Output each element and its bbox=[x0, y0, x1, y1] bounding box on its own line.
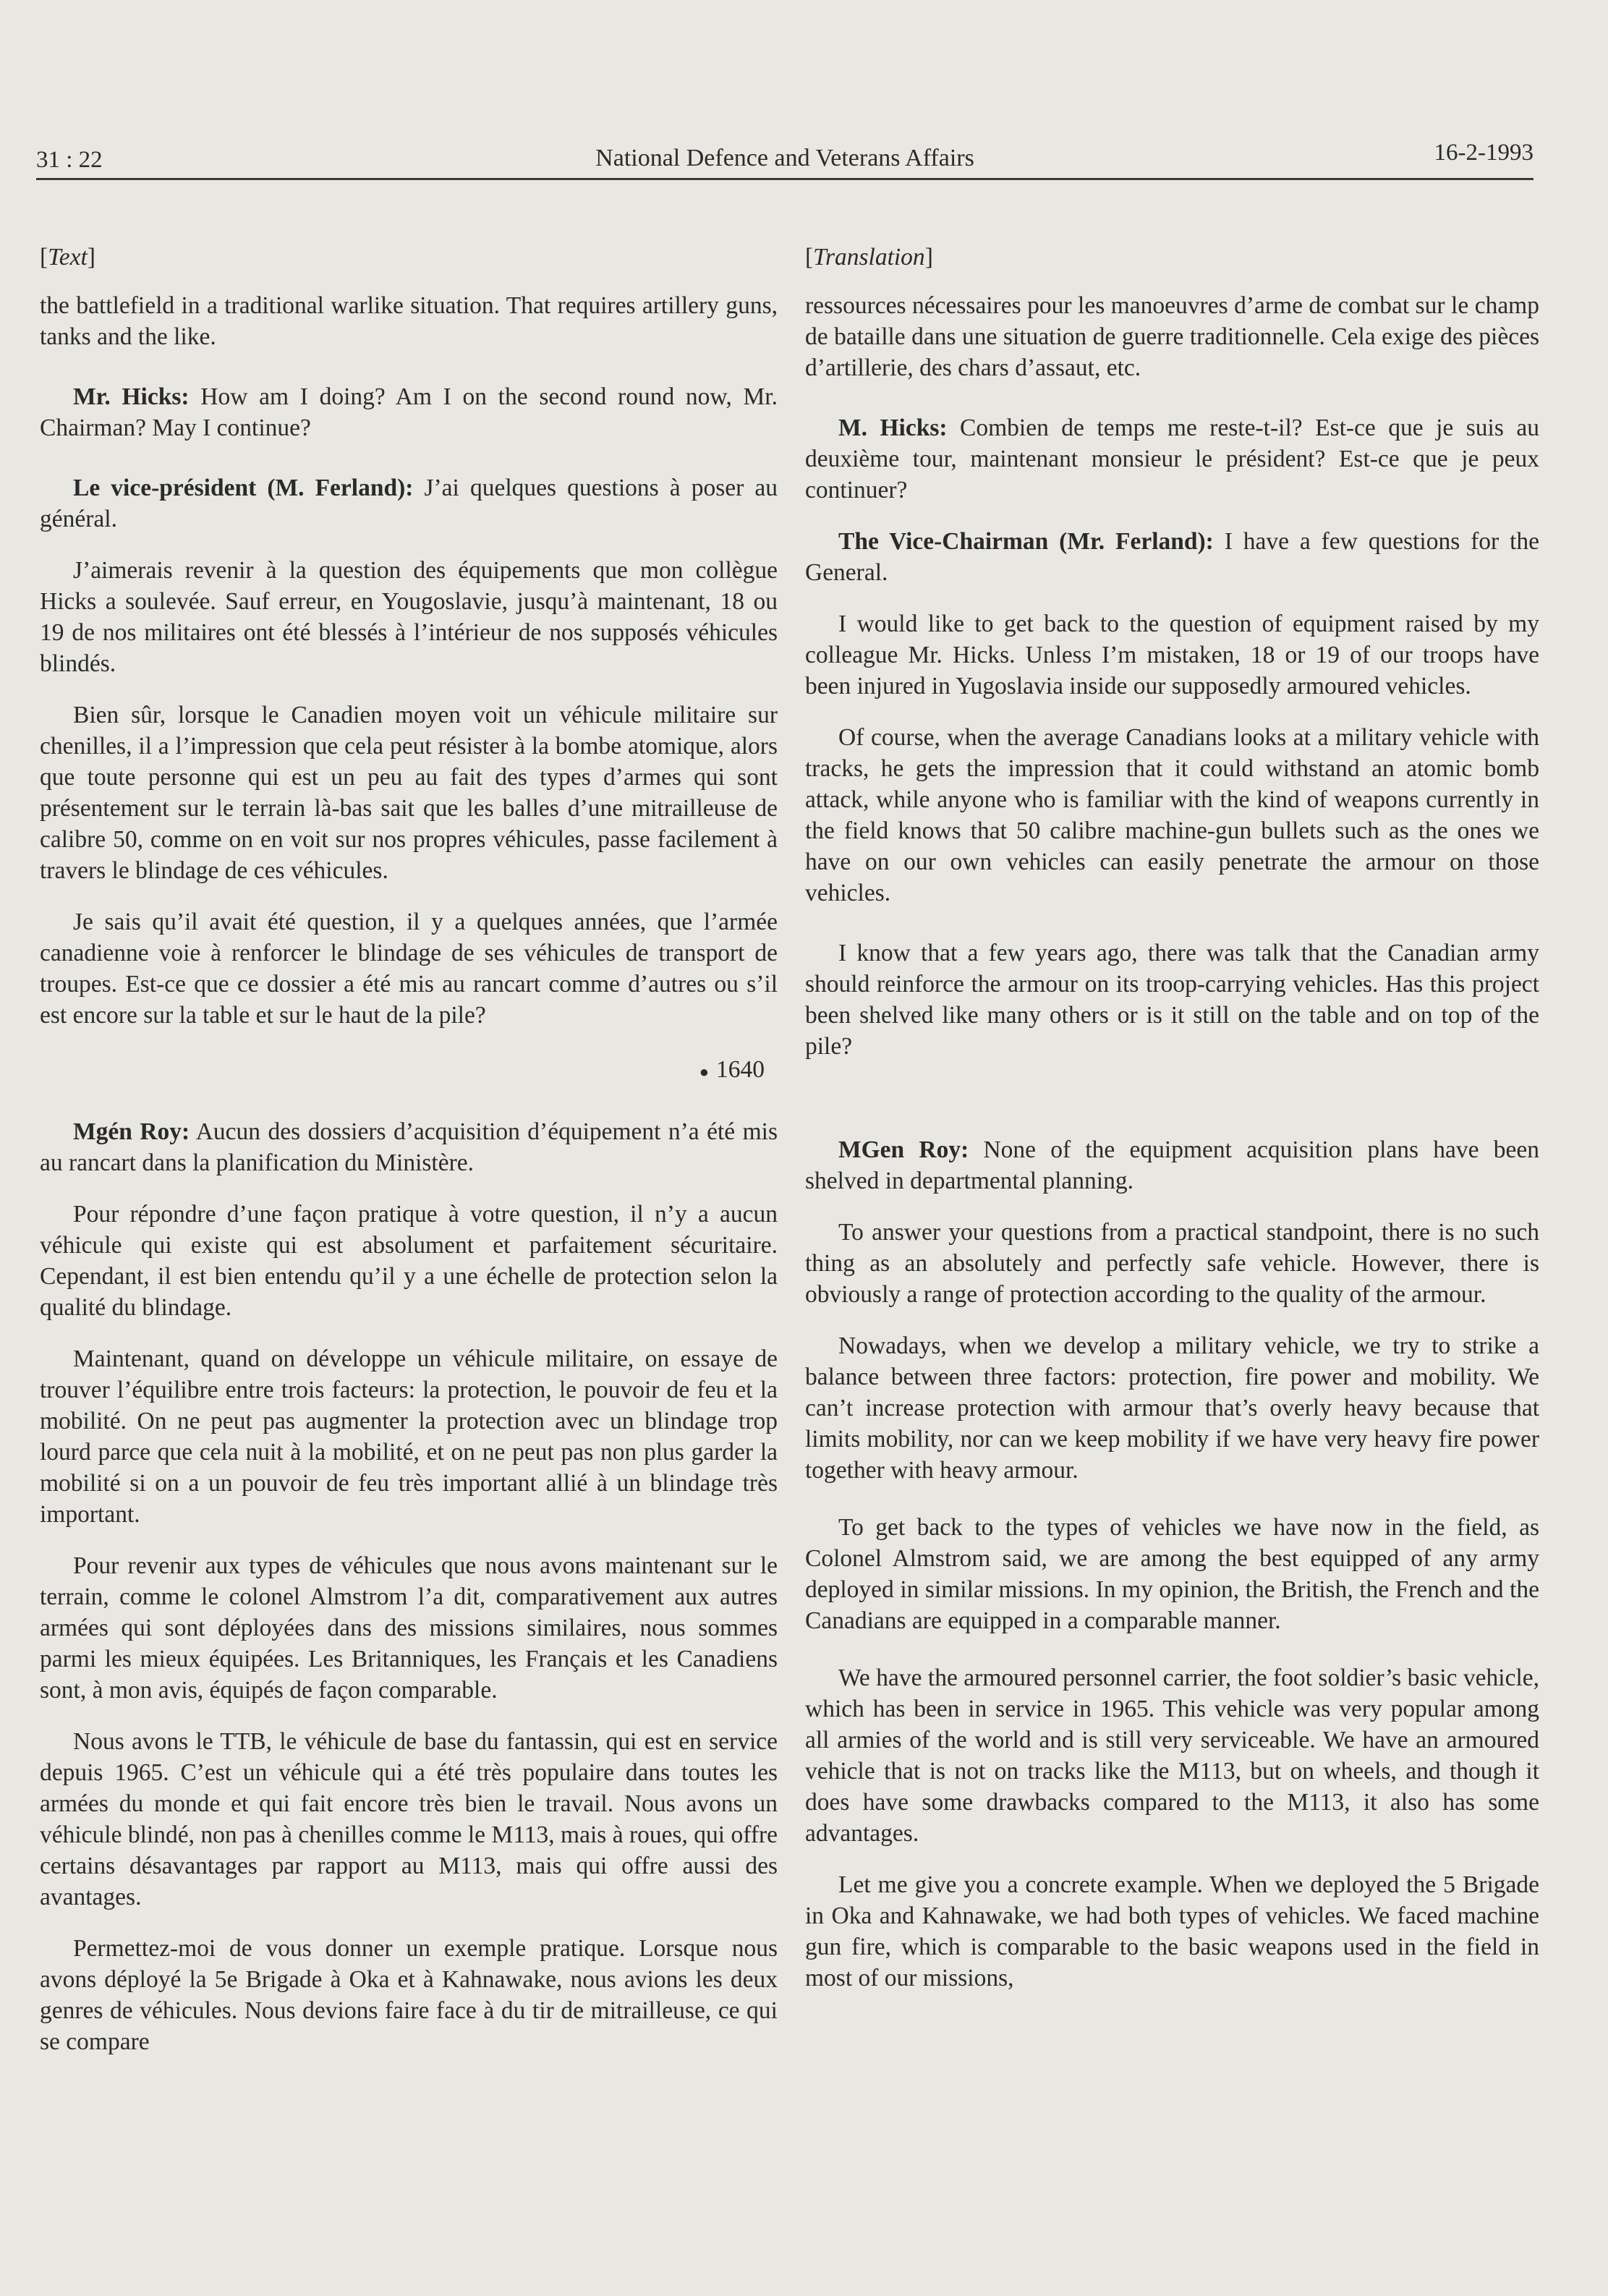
speaker-name: Mgén Roy: bbox=[73, 1118, 190, 1145]
paragraph: Maintenant, quand on développe un véhicule militaire, on essaye de trouver l’équilibre entre trois facteurs: la protection, le pouvoir de feu et la mobilité. On ne peut pas augmenter la protection avec un blindage trop lourd parce que cela nuit à la mobilité, et on ne peut pas non plus garder la mobilité si on a un pouvoir de feu très important allié à un blindage très important. bbox=[40, 1345, 778, 1528]
paragraph: Je sais qu’il avait été question, il y a quelques années, que l’armée canadienne voie à renforcer le blindage de ses véhicules de transport de troupes. Est-ce que ce dossier a été mis au rancart comme d’autres ou s’il est encore sur la table et sur le haut de la pile? bbox=[40, 909, 778, 1029]
paragraph: Pour répondre d’une façon pratique à votre question, il n’y a aucun véhicule qui existe qui est absolument et parfaitement sécuritaire. Cependant, il est bien entendu qu’il y a une échelle de protection selon la qualité du blindage. bbox=[40, 1200, 778, 1321]
time-marker: ● 1640 bbox=[699, 1056, 765, 1083]
paragraph: J’aimerais revenir à la question des équipements que mon collègue Hicks a soulevée. Sauf erreur, en Yougoslavie, jusqu’à maintenant, 18 ou 19 de nos militaires ont été blessés à l’intérieur de nos supposés véhicules blindés. bbox=[40, 557, 778, 677]
paragraph: Nowadays, when we develop a military vehicle, we try to strike a balance between three factors: protection, fire power and mobility. We can’t increase protection with armour that’s overly heavy because that limits mobility, nor can we keep mobility if we have very heavy fire power together with heavy armour. bbox=[805, 1332, 1539, 1484]
publication-title: National Defence and Veterans Affairs bbox=[595, 145, 974, 171]
paragraph: Permettez-moi de vous donner un exemple pratique. Lorsque nous avons déployé la 5e Brigade à Oka et à Kahnawake, nous avions les deux genres de véhicules. Nous devions faire face à du tir de mitrailleuse, ce qui se compare bbox=[40, 1934, 778, 2055]
section-label-text: [Text] bbox=[40, 244, 95, 271]
paragraph: Mr. Hicks: How am I doing? Am I on the second round now, Mr. Chairman? May I continue? bbox=[40, 383, 778, 441]
paragraph: Mgén Roy: Aucun des dossiers d’acquisition d’équipement n’a été mis au rancart dans la planification du Ministère. bbox=[40, 1118, 778, 1176]
paragraph: Le vice-président (M. Ferland): J’ai quelques questions à poser au général. bbox=[40, 475, 778, 532]
paragraph: To get back to the types of vehicles we have now in the field, as Colonel Almstrom said, we are among the best equipped of any army deployed in similar missions. In my opinion, the British, the French and the Canadians are equipped in a comparable manner. bbox=[805, 1514, 1539, 1634]
paragraph: Nous avons le TTB, le véhicule de base du fantassin, qui est en service depuis 1965. C’est un véhicule qui a été très populaire dans toutes les armées du monde et qui fait encore très bien le travail. Nous avons un véhicule blindé, non pas à chenilles comme le M113, mais à roues, qui offre certains désavantages par rapport au M113, mais qui offre aussi des avantages. bbox=[40, 1727, 778, 1910]
speaker-name: Mr. Hicks: bbox=[73, 383, 190, 410]
paragraph: I would like to get back to the question of equipment raised by my colleague Mr. Hicks. Unless I’m mistaken, 18 or 19 of our troops have been injured in Yugoslavia inside our supposedly armoured vehicles. bbox=[805, 611, 1539, 700]
paragraph: MGen Roy: None of the equipment acquisition plans have been shelved in departmental planning. bbox=[805, 1136, 1539, 1194]
paragraph: We have the armoured personnel carrier, the foot soldier’s basic vehicle, which has been in service in 1965. This vehicle was very popular among all armies of the world and is still very serviceable. We have an armoured vehicle that is not on tracks like the M113, but on wheels, and though it does have some drawbacks compared to the M113, it also has some advantages. bbox=[805, 1664, 1539, 1847]
page-number: 31 : 22 bbox=[36, 147, 103, 173]
speaker-name: Le vice-président (M. Ferland): bbox=[73, 475, 414, 501]
bullet-icon: ● bbox=[699, 1062, 709, 1081]
paragraph: Let me give you a concrete example. When we deployed the 5 Brigade in Oka and Kahnawake, we had both types of vehicles. We faced machine gun fire, which is comparable to the basic weapons used in the field in most of our missions, bbox=[805, 1871, 1539, 1991]
speaker-name: M. Hicks: bbox=[838, 414, 948, 441]
right-column-translation bbox=[805, 231, 1539, 2014]
paragraph: The Vice-Chairman (Mr. Ferland): I have a few questions for the General. bbox=[805, 528, 1540, 586]
running-header bbox=[36, 135, 1533, 180]
header-date: 16-2-1993 bbox=[1434, 140, 1533, 166]
paragraph: Pour revenir aux types de véhicules que nous avons maintenant sur le terrain, comme le colonel Almstrom l’a dit, comparativement aux autres armées qui sont déployées dans des missions similaires, nous sommes parmi les mieux équipées. Les Britanniques, les Français et les Canadiens sont, à mon avis, équipés de façon comparable. bbox=[40, 1552, 778, 1704]
paragraph: the battlefield in a traditional warlike situation. That requires artillery guns, tanks and the like. bbox=[40, 292, 778, 350]
paragraph: I know that a few years ago, there was talk that the Canadian army should reinforce the armour on its troop-carrying vehicles. Has this project been shelved like many others or is it still on the table and on top of the pile? bbox=[805, 940, 1539, 1060]
paragraph: Bien sûr, lorsque le Canadien moyen voit un véhicule militaire sur chenilles, il a l’impression que cela peut résister à la bombe atomique, alors que toute personne qui est un peu au fait des types d’armes qui sont présentement sur le terrain là-bas sait que les balles d’une mitrailleuse de calibre 50, comme on en voit sur nos propres véhicules, passe facilement à travers le blindage de ces véhicules. bbox=[40, 702, 778, 884]
paragraph: M. Hicks: Combien de temps me reste-t-il? Est-ce que je suis au deuxième tour, maintenant monsieur le président? Est-ce que je peux continuer? bbox=[805, 414, 1539, 503]
paragraph: Of course, when the average Canadians looks at a military vehicle with tracks, he gets the impression that it could withstand an atomic bomb attack, while anyone who is familiar with the kind of weapons currently in the field knows that 50 calibre machine-gun bullets such as the ones we have on our own vehicles can easily penetrate the armour on those vehicles. bbox=[805, 724, 1539, 906]
paragraph: ressources nécessaires pour les manoeuvres d’arme de combat sur le champ de bataille dans une situation de guerre traditionnelle. Cela exige des pièces d’artillerie, des chars d’assaut, etc. bbox=[805, 292, 1539, 381]
speaker-name: The Vice-Chairman (Mr. Ferland): bbox=[838, 528, 1214, 555]
paragraph: To answer your questions from a practical standpoint, there is no such thing as an absolutely and perfectly safe vehicle. However, there is obviously a range of protection according to the quality of the armour. bbox=[805, 1219, 1539, 1308]
section-label-translation: [Translation] bbox=[805, 244, 933, 271]
speaker-name: MGen Roy: bbox=[838, 1136, 969, 1163]
left-column-original bbox=[40, 231, 778, 2078]
